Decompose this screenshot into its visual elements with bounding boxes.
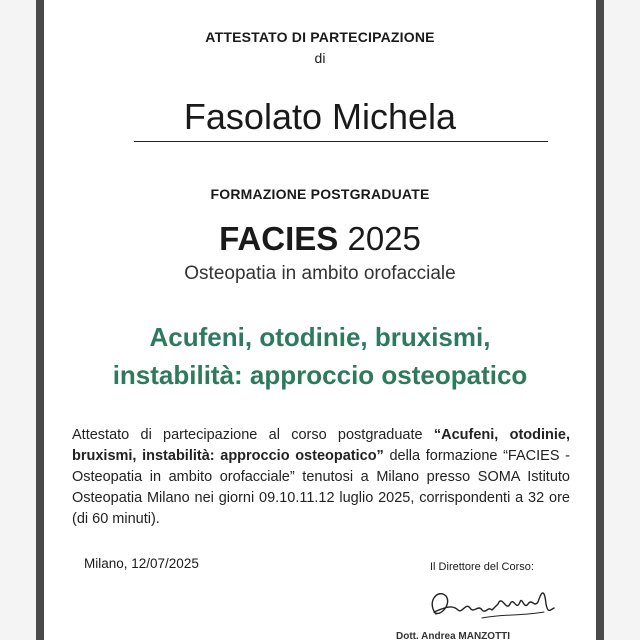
program-subtitle: Osteopatia in ambito orofacciale	[184, 263, 456, 284]
body-course-quote: “Acufeni, otodinie, bruxismi, instabilità: approccio osteopatico”	[72, 427, 570, 464]
recipient-name: Fasolato Michela	[183, 96, 457, 137]
signature-caption: Dott. Andrea MANZOTTI	[396, 631, 511, 640]
connector-text: di	[314, 50, 326, 66]
certificate-body	[72, 425, 570, 530]
program-title	[44, 220, 596, 258]
certificate-sheet	[36, 0, 604, 640]
body-part1: Attestato di partecipazione al corso postgraduate	[72, 427, 434, 443]
body-part2: della formazione “FACIES - Osteopatia in ambito orofacciale” tenutosi a Milano presso SOMA Istituto Osteopatia Milano nei giorni 09.10.11.12 luglio 2025, corrispondenti a 32 ore (di 60 minuti).	[72, 448, 570, 527]
program-name: FACIES	[219, 220, 339, 257]
program-year: 2025	[347, 220, 421, 257]
place-date: Milano, 12/07/2025	[84, 556, 199, 571]
director-label: Il Direttore del Corso:	[430, 561, 534, 573]
certificate-heading: ATTESTATO DI PARTECIPAZIONE	[205, 29, 435, 45]
course-title-line1: Acufeni, otodinie, bruxismi,	[149, 322, 491, 352]
course-title-line2: instabilità: approccio osteopatico	[112, 360, 528, 390]
program-type: FORMAZIONE POSTGRADUATE	[210, 186, 430, 202]
director-signature	[422, 574, 562, 628]
name-underline	[134, 141, 548, 142]
course-title	[44, 318, 596, 394]
